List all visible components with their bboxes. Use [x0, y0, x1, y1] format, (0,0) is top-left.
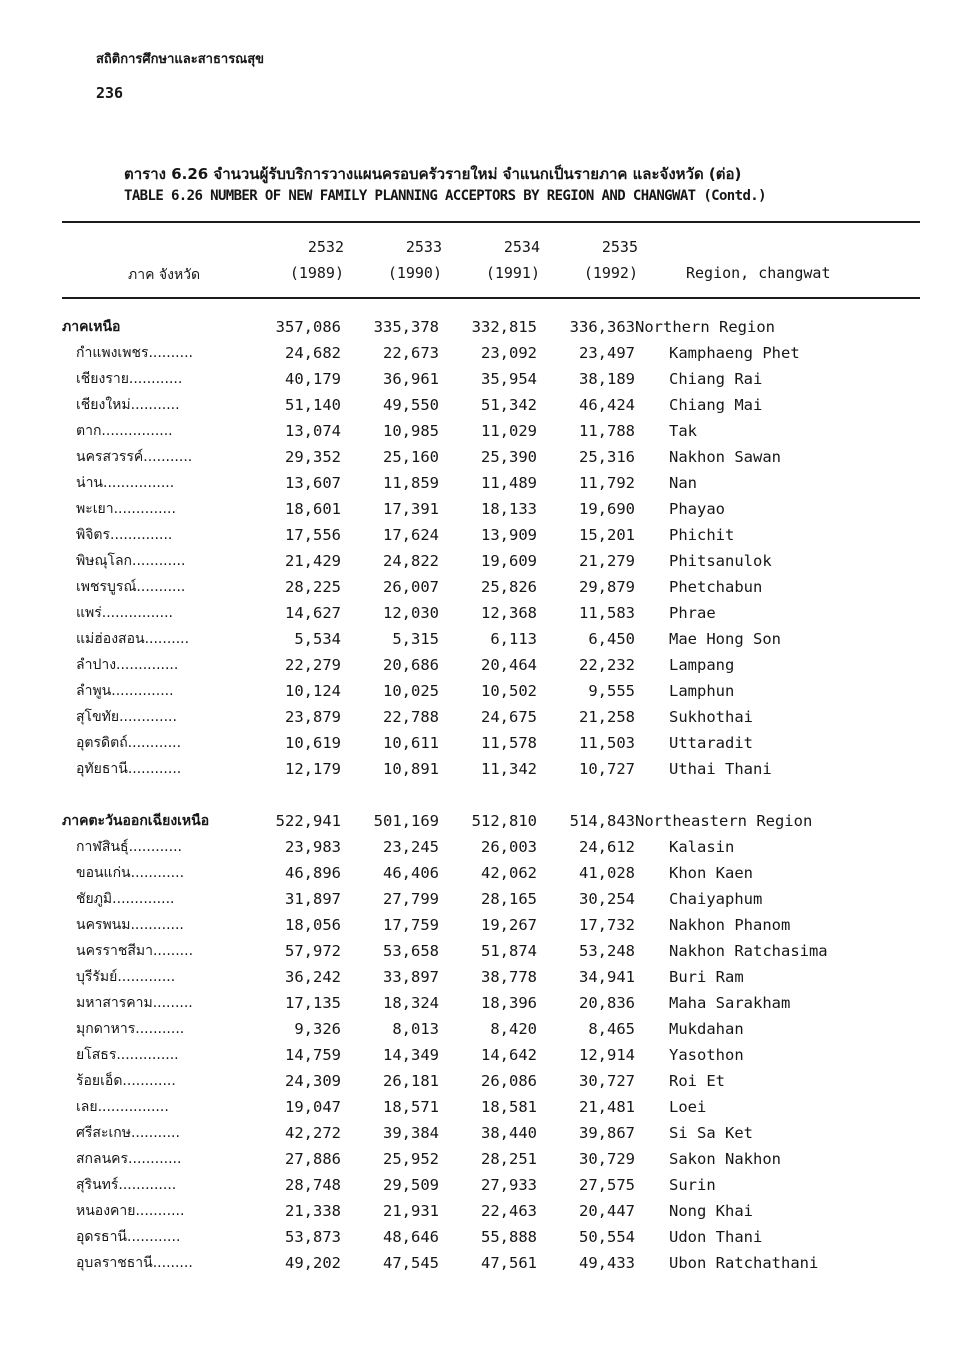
region-value: 357,086 [275, 318, 341, 336]
province-value: 12,914 [579, 1046, 635, 1064]
province-value: 14,759 [285, 1046, 341, 1064]
table-row [62, 652, 828, 678]
province-value: 27,933 [481, 1176, 537, 1194]
table-row [62, 1068, 828, 1094]
province-name-thai: สุรินทร์............. [76, 1177, 177, 1193]
province-name-english: Nong Khai [669, 1202, 753, 1220]
table-row [62, 1016, 828, 1042]
table-row [62, 522, 828, 548]
province-value: 46,896 [285, 864, 341, 882]
province-name-thai: น่าน................ [76, 475, 175, 491]
province-name-english: Kamphaeng Phet [669, 344, 800, 362]
province-value: 48,646 [383, 1228, 439, 1246]
province-name-thai: สุโขทัย............. [76, 709, 177, 725]
province-value: 24,309 [285, 1072, 341, 1090]
province-value: 12,030 [383, 604, 439, 622]
region-name-english: Northeastern Region [635, 812, 813, 830]
province-value: 27,575 [579, 1176, 635, 1194]
province-name-english: Phetchabun [669, 578, 763, 596]
province-value: 28,165 [481, 890, 537, 908]
table-row [62, 366, 828, 392]
province-value: 18,571 [383, 1098, 439, 1116]
province-value: 26,003 [481, 838, 537, 856]
province-value: 14,642 [481, 1046, 537, 1064]
region-value: 522,941 [275, 812, 341, 830]
province-name-english: Nakhon Ratchasima [669, 942, 828, 960]
province-name-thai: เพชรบูรณ์........... [76, 579, 186, 595]
province-value: 28,251 [481, 1150, 537, 1168]
province-name-thai: อุบลราชธานี......... [76, 1255, 193, 1271]
province-value: 17,135 [285, 994, 341, 1012]
region-value: 336,363 [569, 318, 635, 336]
province-name-english: Uttaradit [669, 734, 753, 752]
province-name-english: Kalasin [669, 838, 735, 856]
province-value: 57,972 [285, 942, 341, 960]
province-name-english: Phitsanulok [669, 552, 772, 570]
province-name-thai: พิษณุโลก............ [76, 553, 186, 569]
province-name-thai: ศรีสะเกษ........... [76, 1125, 180, 1141]
province-name-thai: ชัยภูมิ.............. [76, 891, 175, 907]
province-value: 31,897 [285, 890, 341, 908]
province-value: 23,983 [285, 838, 341, 856]
province-name-english: Loei [669, 1098, 707, 1116]
top-rule [62, 221, 920, 223]
province-value: 8,465 [588, 1020, 635, 1038]
province-name-thai: ลำพูน.............. [76, 683, 174, 699]
province-value: 19,047 [285, 1098, 341, 1116]
province-value: 25,390 [481, 448, 537, 466]
province-name-thai: เชียงราย............ [76, 371, 183, 387]
year-ce-header: (1989) [289, 264, 344, 282]
province-value: 41,028 [579, 864, 635, 882]
table-row [62, 860, 828, 886]
region-row [62, 808, 828, 834]
province-value: 42,272 [285, 1124, 341, 1142]
province-value: 11,788 [579, 422, 635, 440]
province-value: 30,254 [579, 890, 635, 908]
province-value: 15,201 [579, 526, 635, 544]
province-value: 29,879 [579, 578, 635, 596]
province-value: 28,748 [285, 1176, 341, 1194]
province-name-thai: แม่ฮ่องสอน.......... [76, 631, 190, 647]
province-value: 11,489 [481, 474, 537, 492]
province-value: 6,113 [490, 630, 537, 648]
province-value: 23,879 [285, 708, 341, 726]
year-be-header: 2534 [503, 238, 540, 256]
province-value: 40,179 [285, 370, 341, 388]
province-value: 53,248 [579, 942, 635, 960]
province-value: 13,607 [285, 474, 341, 492]
province-value: 23,092 [481, 344, 537, 362]
province-value: 13,909 [481, 526, 537, 544]
province-name-english: Phayao [669, 500, 725, 518]
province-value: 19,267 [481, 916, 537, 934]
table-row [62, 678, 828, 704]
table-row [62, 548, 828, 574]
province-name-thai: พิจิตร.............. [76, 527, 173, 543]
year-be-header: 2532 [307, 238, 344, 256]
region-value: 335,378 [373, 318, 439, 336]
province-value: 10,619 [285, 734, 341, 752]
province-value: 18,601 [285, 500, 341, 518]
table-row [62, 964, 828, 990]
province-value: 38,189 [579, 370, 635, 388]
province-value: 24,612 [579, 838, 635, 856]
province-value: 5,534 [294, 630, 341, 648]
province-value: 49,433 [579, 1254, 635, 1272]
province-value: 51,874 [481, 942, 537, 960]
province-value: 21,279 [579, 552, 635, 570]
province-name-english: Udon Thani [669, 1228, 763, 1246]
province-value: 12,368 [481, 604, 537, 622]
data-table [62, 314, 828, 1276]
header-rule [62, 297, 920, 299]
province-name-english: Roi Et [669, 1072, 725, 1090]
province-value: 22,279 [285, 656, 341, 674]
table-row [62, 886, 828, 912]
province-value: 51,140 [285, 396, 341, 414]
province-name-english: Mae Hong Son [669, 630, 781, 648]
region-name-english: Northern Region [635, 318, 775, 336]
province-value: 18,133 [481, 500, 537, 518]
province-value: 22,673 [383, 344, 439, 362]
province-value: 18,581 [481, 1098, 537, 1116]
year-be-header: 2533 [405, 238, 442, 256]
province-name-english: Yasothon [669, 1046, 744, 1064]
province-value: 5,315 [392, 630, 439, 648]
table-row [62, 704, 828, 730]
province-name-thai: กาฬสินธุ์............ [76, 839, 182, 855]
province-value: 38,440 [481, 1124, 537, 1142]
province-value: 12,179 [285, 760, 341, 778]
province-value: 53,873 [285, 1228, 341, 1246]
table-row [62, 1146, 828, 1172]
province-name-english: Nakhon Phanom [669, 916, 791, 934]
region-row [62, 314, 828, 340]
region-value: 501,169 [373, 812, 439, 830]
province-name-english: Tak [669, 422, 697, 440]
table-row [62, 626, 828, 652]
province-value: 10,025 [383, 682, 439, 700]
province-value: 18,056 [285, 916, 341, 934]
province-name-english: Mukdahan [669, 1020, 744, 1038]
table-row [62, 340, 828, 366]
table-row [62, 1172, 828, 1198]
province-value: 38,778 [481, 968, 537, 986]
province-value: 36,961 [383, 370, 439, 388]
province-name-thai: บุรีรัมย์............. [76, 969, 176, 985]
province-value: 11,578 [481, 734, 537, 752]
province-name-english: Lamphun [669, 682, 735, 700]
table-row [62, 392, 828, 418]
table-row [62, 1042, 828, 1068]
province-name-english: Nan [669, 474, 697, 492]
table-row [62, 1120, 828, 1146]
province-value: 11,583 [579, 604, 635, 622]
province-value: 25,952 [383, 1150, 439, 1168]
table-row [62, 1094, 828, 1120]
province-value: 26,086 [481, 1072, 537, 1090]
province-value: 9,555 [588, 682, 635, 700]
province-name-english: Chaiyaphum [669, 890, 763, 908]
province-value: 21,429 [285, 552, 341, 570]
province-name-thai: ตาก................ [76, 423, 173, 439]
year-be-header: 2535 [601, 238, 638, 256]
table-row [62, 730, 828, 756]
region-name-thai: ภาคตะวันออกเฉียงเหนือ [62, 813, 210, 829]
province-value: 20,464 [481, 656, 537, 674]
province-value: 20,836 [579, 994, 635, 1012]
province-value: 30,727 [579, 1072, 635, 1090]
province-value: 42,062 [481, 864, 537, 882]
region-value: 514,843 [569, 812, 635, 830]
province-value: 46,406 [383, 864, 439, 882]
table-row [62, 470, 828, 496]
province-value: 11,342 [481, 760, 537, 778]
province-value: 24,822 [383, 552, 439, 570]
column-header-thai: ภาค จังหวัด [128, 267, 201, 283]
province-name-english: Uthai Thani [669, 760, 772, 778]
province-name-thai: ยโสธร.............. [76, 1047, 179, 1063]
province-name-english: Phichit [669, 526, 735, 544]
page-number: 236 [96, 84, 124, 102]
region-name-thai: ภาคเหนือ [62, 319, 121, 335]
province-name-english: Surin [669, 1176, 716, 1194]
province-name-english: Chiang Mai [669, 396, 763, 414]
province-value: 23,245 [383, 838, 439, 856]
province-value: 46,424 [579, 396, 635, 414]
province-value: 21,258 [579, 708, 635, 726]
province-value: 23,497 [579, 344, 635, 362]
province-name-thai: อุดรธานี............ [76, 1229, 181, 1245]
table-row [62, 756, 828, 782]
province-value: 24,675 [481, 708, 537, 726]
province-name-thai: ขอนแก่น............ [76, 865, 185, 881]
province-value: 28,225 [285, 578, 341, 596]
year-ce-header: (1991) [485, 264, 540, 282]
province-name-thai: กำแพงเพชร.......... [76, 345, 193, 361]
province-value: 6,450 [588, 630, 635, 648]
year-ce-header: (1990) [387, 264, 442, 282]
province-name-english: Sakon Nakhon [669, 1150, 781, 1168]
table-row [62, 990, 828, 1016]
province-name-english: Buri Ram [669, 968, 744, 986]
province-value: 29,509 [383, 1176, 439, 1194]
table-row [62, 1250, 828, 1276]
region-value: 512,810 [471, 812, 537, 830]
table-row [62, 912, 828, 938]
province-value: 39,867 [579, 1124, 635, 1142]
province-name-thai: แพร่................ [76, 605, 173, 621]
province-name-thai: เลย................ [76, 1099, 169, 1115]
province-value: 26,007 [383, 578, 439, 596]
province-value: 25,316 [579, 448, 635, 466]
province-value: 17,624 [383, 526, 439, 544]
table-row [62, 1224, 828, 1250]
table-row [62, 496, 828, 522]
province-value: 20,686 [383, 656, 439, 674]
province-value: 11,859 [383, 474, 439, 492]
province-value: 30,729 [579, 1150, 635, 1168]
province-value: 24,682 [285, 344, 341, 362]
province-name-thai: หนองคาย........... [76, 1203, 185, 1219]
province-name-thai: นครพนม............ [76, 917, 184, 933]
column-header-english: Region, changwat [686, 264, 831, 282]
province-value: 26,181 [383, 1072, 439, 1090]
table-row [62, 938, 828, 964]
province-value: 27,886 [285, 1150, 341, 1168]
province-name-thai: นครราชสีมา......... [76, 943, 194, 959]
section-spacer [62, 782, 828, 808]
province-name-english: Si Sa Ket [669, 1124, 753, 1142]
province-name-thai: พะเยา.............. [76, 501, 176, 517]
province-value: 27,799 [383, 890, 439, 908]
province-value: 49,202 [285, 1254, 341, 1272]
province-value: 17,391 [383, 500, 439, 518]
province-name-english: Nakhon Sawan [669, 448, 781, 466]
province-name-thai: สกลนคร............ [76, 1151, 182, 1167]
province-value: 47,545 [383, 1254, 439, 1272]
province-value: 55,888 [481, 1228, 537, 1246]
province-value: 34,941 [579, 968, 635, 986]
province-value: 22,463 [481, 1202, 537, 1220]
province-value: 10,891 [383, 760, 439, 778]
province-value: 22,788 [383, 708, 439, 726]
province-value: 21,481 [579, 1098, 635, 1116]
province-value: 11,792 [579, 474, 635, 492]
province-name-english: Lampang [669, 656, 735, 674]
province-value: 10,727 [579, 760, 635, 778]
province-value: 20,447 [579, 1202, 635, 1220]
province-value: 29,352 [285, 448, 341, 466]
table-title-english: TABLE 6.26 NUMBER OF NEW FAMILY PLANNING ACCEPTORS BY REGION AND CHANGWAT (Contd.) [124, 188, 766, 204]
region-value: 332,815 [471, 318, 537, 336]
province-value: 36,242 [285, 968, 341, 986]
province-name-english: Khon Kaen [669, 864, 753, 882]
province-name-english: Phrae [669, 604, 716, 622]
page-header: สถิติการศึกษาและสาธารณสุข [96, 52, 265, 67]
province-value: 17,732 [579, 916, 635, 934]
table-row [62, 834, 828, 860]
province-value: 22,232 [579, 656, 635, 674]
province-name-thai: มหาสารคาม......... [76, 995, 193, 1011]
province-value: 21,338 [285, 1202, 341, 1220]
province-value: 19,690 [579, 500, 635, 518]
province-value: 9,326 [294, 1020, 341, 1038]
province-value: 49,550 [383, 396, 439, 414]
province-value: 11,029 [481, 422, 537, 440]
province-value: 35,954 [481, 370, 537, 388]
province-name-thai: มุกดาหาร........... [76, 1021, 185, 1037]
table-row [62, 418, 828, 444]
table-title-thai: ตาราง 6.26 จำนวนผู้รับบริการวางแผนครอบครัวรายใหม่ จำแนกเป็นรายภาค และจังหวัด (ต่อ) [124, 165, 742, 183]
province-value: 10,124 [285, 682, 341, 700]
province-value: 13,074 [285, 422, 341, 440]
province-value: 18,396 [481, 994, 537, 1012]
year-ce-header: (1992) [583, 264, 638, 282]
province-value: 10,502 [481, 682, 537, 700]
province-value: 50,554 [579, 1228, 635, 1246]
province-value: 25,826 [481, 578, 537, 596]
province-name-thai: อุทัยธานี............ [76, 761, 182, 777]
province-name-thai: อุตรดิตถ์............ [76, 735, 182, 751]
province-name-thai: เชียงใหม่........... [76, 397, 180, 413]
province-value: 10,985 [383, 422, 439, 440]
province-value: 17,556 [285, 526, 341, 544]
table-row [62, 600, 828, 626]
province-value: 47,561 [481, 1254, 537, 1272]
province-value: 33,897 [383, 968, 439, 986]
province-name-thai: ร้อยเอ็ด............ [76, 1073, 176, 1089]
province-value: 8,013 [392, 1020, 439, 1038]
province-value: 14,349 [383, 1046, 439, 1064]
province-name-english: Ubon Ratchathani [669, 1254, 819, 1272]
province-value: 17,759 [383, 916, 439, 934]
province-value: 51,342 [481, 396, 537, 414]
province-name-english: Maha Sarakham [669, 994, 791, 1012]
province-name-thai: ลำปาง.............. [76, 657, 179, 673]
province-name-english: Sukhothai [669, 708, 753, 726]
province-value: 53,658 [383, 942, 439, 960]
province-value: 25,160 [383, 448, 439, 466]
province-name-thai: นครสวรรค์........... [76, 449, 193, 465]
province-value: 18,324 [383, 994, 439, 1012]
province-value: 19,609 [481, 552, 537, 570]
province-value: 8,420 [490, 1020, 537, 1038]
province-value: 10,611 [383, 734, 439, 752]
province-value: 11,503 [579, 734, 635, 752]
table-row [62, 444, 828, 470]
province-value: 39,384 [383, 1124, 439, 1142]
table-row [62, 1198, 828, 1224]
province-value: 14,627 [285, 604, 341, 622]
table-row [62, 574, 828, 600]
spacer-cell [62, 782, 828, 808]
province-value: 21,931 [383, 1202, 439, 1220]
province-name-english: Chiang Rai [669, 370, 763, 388]
